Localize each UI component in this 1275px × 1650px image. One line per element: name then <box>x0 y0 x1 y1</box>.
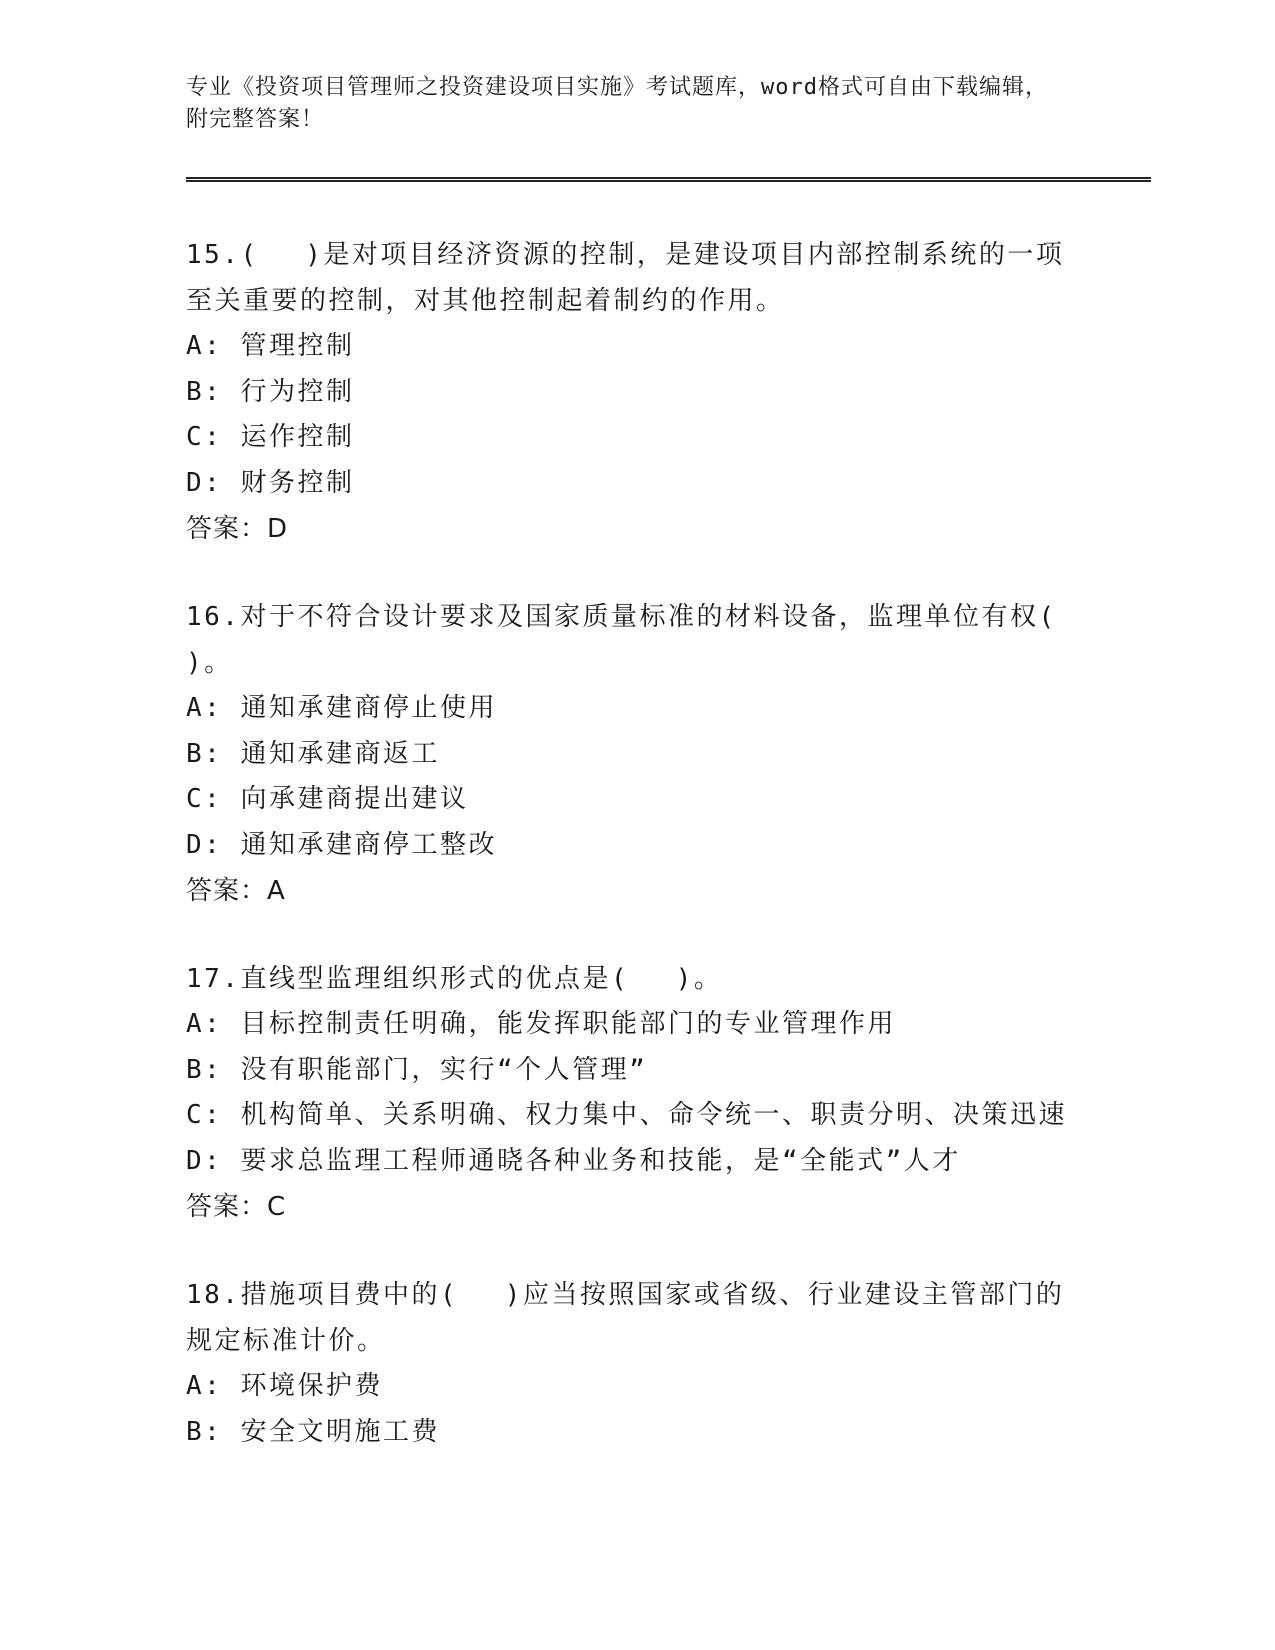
option-a: A: 环境保护费 <box>186 1371 383 1401</box>
option-d: D: 要求总监理工程师通晓各种业务和技能，是“全能式”人才 <box>186 1145 961 1176</box>
option-b: B: 通知承建商返工 <box>186 738 440 769</box>
answer: 答案：A <box>186 876 286 906</box>
document-header: 专业《投资项目管理师之投资建设项目实施》考试题库，word格式可自由下载编辑，附完整答案！ <box>186 75 1048 132</box>
option-b: B: 安全文明施工费 <box>186 1416 440 1447</box>
option-a: A: 目标控制责任明确，能发挥职能部门的专业管理作用 <box>186 1009 896 1039</box>
question-17 <box>186 956 1086 1230</box>
option-b: B: 行为控制 <box>186 376 355 407</box>
option-d: D: 通知承建商停工整改 <box>186 829 497 860</box>
question-stem: 16.对于不符合设计要求及国家质量标准的材料设备，监理单位有权( )。 <box>186 602 1057 678</box>
option-a: A: 通知承建商停止使用 <box>186 693 497 723</box>
option-a: A: 管理控制 <box>186 331 355 361</box>
question-18 <box>186 1272 1086 1455</box>
question-16 <box>186 594 1086 914</box>
question-stem: 17.直线型监理组织形式的优点是( )。 <box>186 964 723 994</box>
question-15 <box>186 232 1086 552</box>
question-stem: 15.( )是对项目经济资源的控制，是建设项目内部控制系统的一项至关重要的控制，对其他控制起着制约的作用。 <box>186 240 1065 316</box>
answer: 答案：D <box>186 514 289 544</box>
option-c: C: 向承建商提出建议 <box>186 784 469 814</box>
header-divider <box>186 177 1151 182</box>
option-c: C: 机构简单、关系明确、权力集中、命令统一、职责分明、决策迅速 <box>186 1100 1067 1130</box>
question-list <box>186 232 1086 1497</box>
option-c: C: 运作控制 <box>186 422 355 452</box>
option-b: B: 没有职能部门，实行“个人管理” <box>186 1054 648 1085</box>
option-d: D: 财务控制 <box>186 467 355 498</box>
answer: 答案：C <box>186 1192 287 1222</box>
question-stem: 18.措施项目费中的( )应当按照国家或省级、行业建设主管部门的规定标准计价。 <box>186 1280 1065 1356</box>
